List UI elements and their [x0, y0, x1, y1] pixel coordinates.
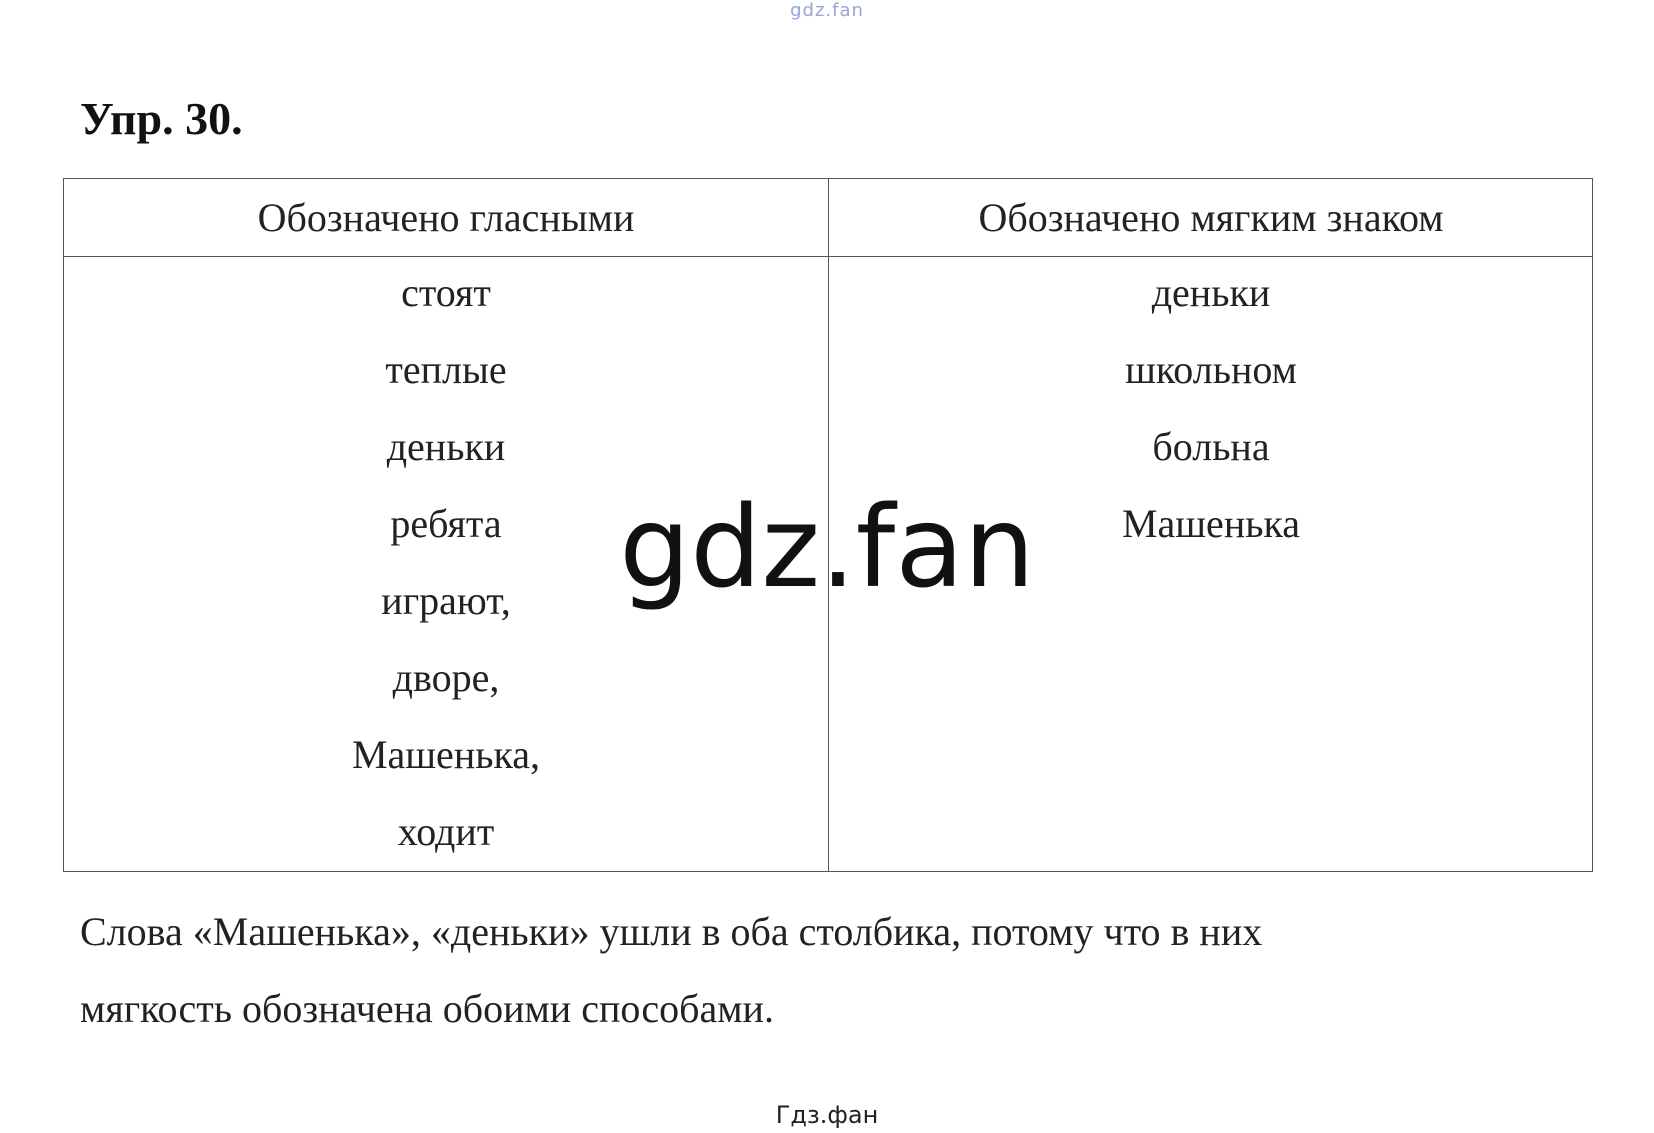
word-item: деньки: [1151, 270, 1271, 315]
explanation-line-2: мягкость обозначена обоими способами.: [80, 986, 774, 1031]
word-item: Машенька,: [351, 732, 541, 777]
word-item: теплые: [385, 347, 507, 392]
explanation-paragraph: [80, 893, 1560, 1047]
vowels-word-list: [64, 263, 828, 879]
header-vowels: Обозначено гласными: [257, 195, 635, 240]
word-item: деньки: [386, 424, 506, 469]
center-watermark: gdz.fan: [619, 483, 1035, 613]
footer-watermark: Гдз.фан: [775, 1101, 879, 1129]
word-item: дворе,: [392, 655, 500, 700]
top-watermark: gdz.fan: [790, 0, 864, 21]
answer-table: [63, 178, 1593, 872]
word-item: стоят: [401, 270, 491, 315]
explanation-line-1: Слова «Машенька», «деньки» ушли в оба столбика, потому что в них: [80, 909, 1263, 954]
header-rule: [64, 256, 1592, 257]
soft-sign-word-list: [829, 263, 1593, 571]
header-soft-sign: Обозначено мягким знаком: [978, 195, 1444, 240]
word-item: больна: [1152, 424, 1270, 469]
exercise-title: Упр. 30.: [80, 93, 243, 144]
word-item: играют,: [381, 578, 511, 623]
word-item: ребята: [390, 501, 502, 546]
word-item: ходит: [397, 809, 495, 854]
word-item: школьном: [1125, 347, 1297, 392]
word-item: Машенька: [1121, 501, 1301, 546]
